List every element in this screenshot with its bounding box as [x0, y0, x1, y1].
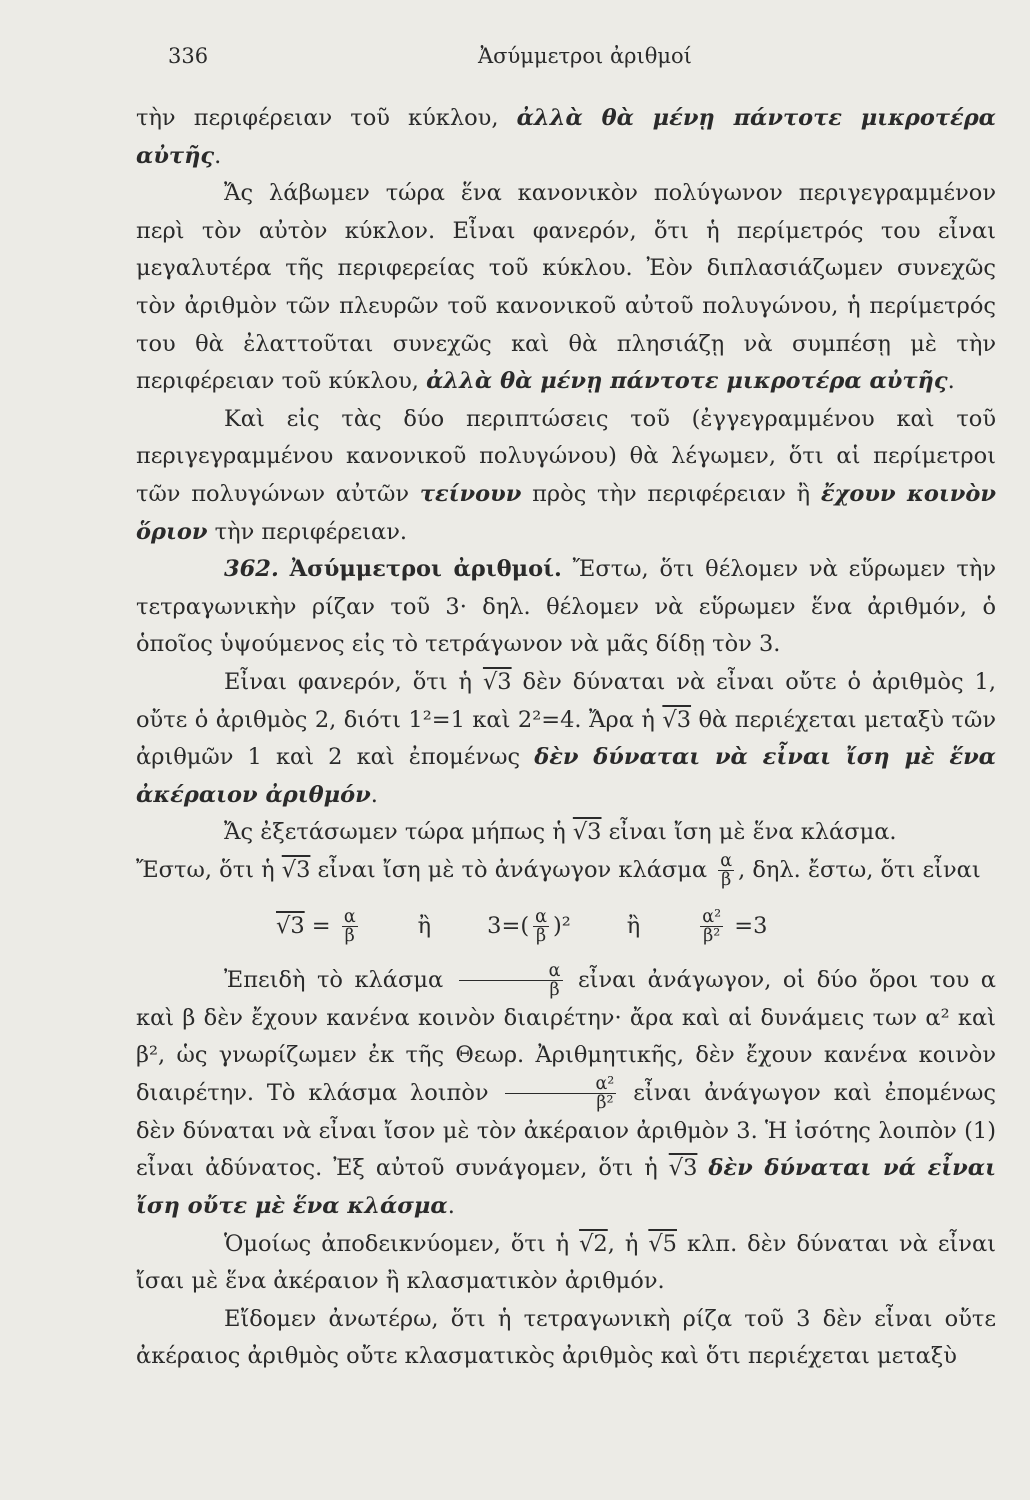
- body-text: [136, 100, 996, 1376]
- sqrt-3: √3: [281, 856, 311, 883]
- page-number: 336: [168, 44, 209, 68]
- fraction-alpha-beta: $\frac{\alpha}{\beta}$: [720, 850, 733, 891]
- paragraph-9: Ὁμοίως ἀποδεικνύομεν, ὅτι ἡ √2, ἡ √5 κλπ. δὲν δύναται νὰ εἶναι ἴσαι μὲ ἕνα ἀκέραιον ἢ κλασματικὸν ἀριθμόν.: [136, 1230, 997, 1295]
- sqrt-3: √3: [668, 1155, 698, 1182]
- sqrt-3: √3: [482, 668, 512, 695]
- sqrt-5: √5: [648, 1230, 677, 1257]
- paragraph-8: Ἐπειδὴ τὸ κλάσμα $\frac{\alpha}{\beta}$ εἶναι ἀνάγωγον, οἱ δύο ὅροι του α καὶ β δὲν ἔχουν κανένα κοινὸν διαιρέτην· ἄρα καὶ αἱ δυνάμεις των α² καὶ β², ὡς γνωρίζωμεν ἐκ τῆς Θεωρ. Ἀριθμητικῆς, δὲν ἔχουν κανένα κοινὸν διαιρέτην. Τὸ κλάσμα λοιπὸν $\frac{\text{α²}}{\text{β²}}$ εἶναι ἀνάγωγον καὶ ἐπομένως δὲν δύναται νὰ εἶναι ἴσον μὲ τὸν ἀκέραιον ἀριθμὸν 3. Ἡ ἰσότης λοιπὸν (1) εἶναι ἀδύνατος. Ἐξ αὐτοῦ συνάγομεν, ὅτι ἡ √3 δὲν δύναται νά εἶναι ἴση οὔτε μὲ ἕνα κλάσμα.: [136, 960, 996, 1220]
- emphasis: δὲν δύναται νὰ εἶναι ἴση μὲ ἕνα ἀκέραιον ἀριθμόν: [136, 744, 996, 808]
- paragraph-2: Ἄς λάβωμεν τώρα ἕνα κανονικὸν πολύγωνον περιγεγραμμένον περὶ τὸν αὐτὸν κύκλον. Εἶναι φανερόν, ὅτι ἡ περίμετρός του εἶναι μεγαλυτέρα τῆς περιφερείας τοῦ κύκλου. Ἐὸν διπλασιάζωμεν συνεχῶς τὸν ἀριθμὸν τῶν πλευρῶν τοῦ κανονικοῦ αὐτοῦ πολυγώνου, ἡ περίμετρός του θὰ ἐλαττοῦται συνεχῶς καὶ θὰ πλησιάζῃ νὰ συμπέσῃ μὲ τὴν περιφέρειαν τοῦ κύκλου, ἀλλὰ θὰ μένῃ πάντοτε μικροτέρα αὐτῆς.: [136, 180, 996, 395]
- sqrt-3: √3: [662, 706, 692, 733]
- sqrt-3: √3: [572, 819, 602, 846]
- section-number: 362.: [224, 556, 279, 583]
- running-header: [168, 44, 910, 74]
- display-formula: √3 = $\frac{\alpha}{\beta}$ ἢ 3=( $\frac{\alpha}{\beta}$ )² ἢ $\frac{\text{α²}}{\text{β²}}$ =3: [276, 906, 768, 947]
- fraction-alpha-beta: $\frac{\alpha}{\beta}$: [459, 962, 563, 1000]
- paragraph-1: τὴν περιφέρειαν τοῦ κύκλου, ἀλλὰ θὰ μένῃ πάντοτε μικροτέρα αὐτῆς.: [136, 105, 996, 169]
- paragraph-section-362: 362. Ἀσύμμετροι ἀριθμοί. Ἔστω, ὅτι θέλομεν νὰ εὕρωμεν τὴν τετραγωνικὴν ρίζαν τοῦ 3· δηλ. θέλομεν νὰ εὕρωμεν ἕνα ἀριθμόν, ὁ ὁποῖος ὑψούμενος εἰς τὸ τετράγωνον νὰ μᾶς δίδῃ τὸν 3.: [136, 556, 996, 658]
- emphasis: ἀλλὰ θὰ μένῃ πάντοτε μικροτέρα αὐτῆς: [136, 105, 996, 169]
- emphasis: δὲν δύναται νά εἶναι ἴση οὔτε μὲ ἕνα κλάσμα: [136, 1155, 996, 1220]
- paragraph-3: Καὶ εἰς τὰς δύο περιπτώσεις τοῦ (ἐγγεγραμμένου καὶ τοῦ περιγεγραμμένου κανονικοῦ πολυγώνου) θὰ λέγωμεν, ὅτι αἱ περίμετροι τῶν πολυγώνων αὐτῶν τείνουν πρὸς τὴν περιφέρειαν ἢ ἔχουν κοινὸν ὅριον τὴν περιφέρειαν.: [136, 405, 997, 545]
- emphasis: ἀλλὰ θὰ μένῃ πάντοτε μικροτέρα αὐτῆς: [426, 368, 948, 395]
- paragraph-10: Εἴδομεν ἀνωτέρω, ὅτι ἡ τετραγωνικὴ ρίζα τοῦ 3 δὲν εἶναι οὔτε ἀκέραιος ἀριθμὸς οὔτε κλασματικὸς ἀριθμὸς καὶ ὅτι περιέχεται μεταξὺ: [136, 1305, 996, 1370]
- paragraph-6: Ἄς ἐξετάσωμεν τώρα μήπως ἡ √3 εἶναι ἴση μὲ ἕνα κλάσμα.: [224, 819, 897, 846]
- fraction-alpha2-beta2: $\frac{\text{α²}}{\text{β²}}$: [505, 1075, 616, 1113]
- paragraph-5: Εἶναι φανερόν, ὅτι ἡ √3 δὲν δύναται νὰ εἶναι οὔτε ὁ ἀριθμὸς 1, οὔτε ὁ ἀριθμὸς 2, διότι 1²=1 καὶ 2²=4. Ἄρα ἡ √3 θὰ περιέχεται μεταξὺ τῶν ἀριθμῶν 1 καὶ 2 καὶ ἐπομένως δὲν δύναται νὰ εἶναι ἴση μὲ ἕνα ἀκέραιον ἀριθμόν.: [136, 668, 997, 808]
- sqrt-2: √2: [579, 1230, 608, 1257]
- running-title: Ἀσύμμετροι ἀριθμοί: [478, 44, 692, 68]
- section-heading: Ἀσύμμετροι ἀριθμοί.: [289, 556, 562, 583]
- paragraph-7: Ἔστω, ὅτι ἡ √3 εἶναι ἴση μὲ τὸ ἀνάγωγον κλάσμα $\frac{\alpha}{\beta}$ , δηλ. ἔστω, ὅτι εἶναι: [136, 850, 981, 891]
- emphasis: τείνουν: [419, 480, 522, 507]
- emphasis: ἔχουν κοινὸν ὅριον: [136, 480, 997, 545]
